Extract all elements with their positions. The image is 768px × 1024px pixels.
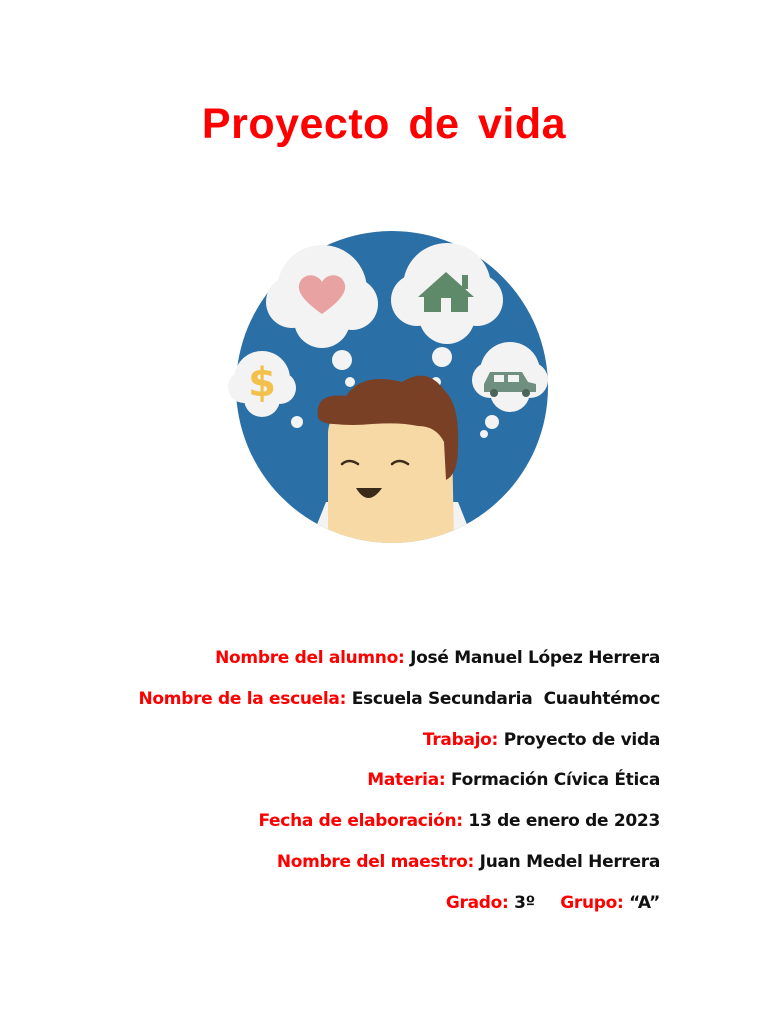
label-maestro: Nombre del maestro: [276, 851, 475, 872]
value-maestro: Juan Medel Herrera [479, 851, 660, 872]
dollar-icon: $ [248, 360, 276, 406]
life-project-illustration [222, 212, 562, 567]
info-row-escuela [138, 681, 660, 722]
label-trabajo: Trabajo: [422, 729, 499, 750]
info-row-alumno [138, 640, 660, 681]
info-row-trabajo [138, 722, 660, 763]
value-grado: 3º [514, 892, 535, 913]
label-alumno: Nombre del alumno: [215, 648, 405, 668]
value-grupo: “A” [629, 892, 660, 913]
label-grado: Grado: [445, 892, 509, 913]
value-trabajo: Proyecto de vida [503, 729, 660, 750]
info-row-maestro [138, 844, 660, 885]
label-fecha: Fecha de elaboración: [258, 811, 463, 832]
info-row-grado-grupo [138, 885, 660, 926]
page-title: Proyecto de vida [201, 100, 567, 148]
label-grupo: Grupo: [560, 892, 624, 913]
info-row-materia [138, 762, 660, 803]
info-row-fecha [138, 803, 660, 844]
label-materia: Materia: [367, 770, 446, 791]
label-escuela: Nombre de la escuela: [138, 688, 347, 709]
value-alumno: José Manuel López Herrera [410, 648, 660, 668]
student-info [138, 640, 660, 926]
value-materia: Formación Cívica Ética [451, 770, 660, 791]
value-escuela: Escuela Secundaria Cuauhtémoc [351, 688, 660, 709]
person-icon [314, 376, 470, 567]
value-fecha: 13 de enero de 2023 [468, 811, 660, 832]
